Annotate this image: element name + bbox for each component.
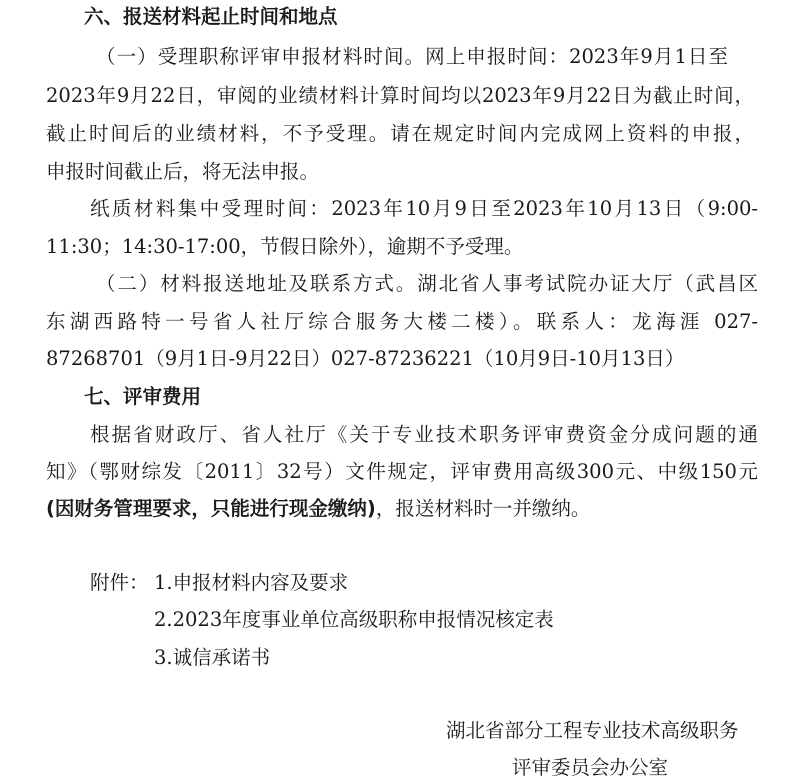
section7-p1-line3: [46, 496, 590, 522]
attachment-item-1: 1.申报材料内容及要求: [154, 571, 349, 594]
section6-p2-line1: 纸质材料集中受理时间：2023年10月9日至2023年10月13日（9:00-: [90, 197, 758, 220]
section6-p2-line2: 11:30；14:30-17:00，节假日除外），逾期不予受理。: [46, 235, 524, 258]
section7-p1-tail: ，报送材料时一并缴纳。: [375, 497, 591, 520]
section7-heading: 七、评审费用: [84, 385, 202, 408]
signature-line1: 湖北省部分工程专业技术高级职务: [446, 719, 739, 742]
section6-p1-line2: 2023年9月22日，审阅的业绩材料计算时间均以2023年9月22日为截止时间，: [46, 84, 754, 107]
section6-p3-line2: 东湖西路特一号省人社厅综合服务大楼二楼）。联系人：龙海涯 027-: [46, 310, 758, 333]
section7-cash-note: (因财务管理要求，只能进行现金缴纳): [46, 497, 376, 520]
attachment-item-2: 2.2023年度事业单位高级职称申报情况核定表: [154, 608, 554, 631]
section7-p1-line1: 根据省财政厅、省人社厅《关于专业技术职务评审费资金分成问题的通: [90, 423, 758, 446]
section6-p3-line1: （二）材料报送地址及联系方式。湖北省人事考试院办证大厅（武昌区: [96, 272, 758, 295]
section6-p1-line4: 申报时间截止后，将无法申报。: [46, 160, 320, 183]
section6-p3-line3: 87268701（9月1日-9月22日）027-87236221（10月9日-10月13日）: [46, 347, 685, 370]
attachments-label: 附件：: [90, 571, 149, 594]
section6-p1-line1: （一）受理职称评审申报材料时间。网上申报时间：2023年9月1日至: [96, 45, 728, 68]
signature-line2: 评审委员会办公室: [512, 756, 669, 779]
section6-heading: 六、报送材料起止时间和地点: [84, 5, 338, 28]
attachment-item-3: 3.诚信承诺书: [154, 646, 271, 669]
section7-p1-line2: 知》（鄂财综发〔2011〕32号）文件规定，评审费用高级300元、中级150元: [46, 460, 758, 483]
section6-p1-line3: 截止时间后的业绩材料，不予受理。请在规定时间内完成网上资料的申报，: [46, 122, 754, 145]
